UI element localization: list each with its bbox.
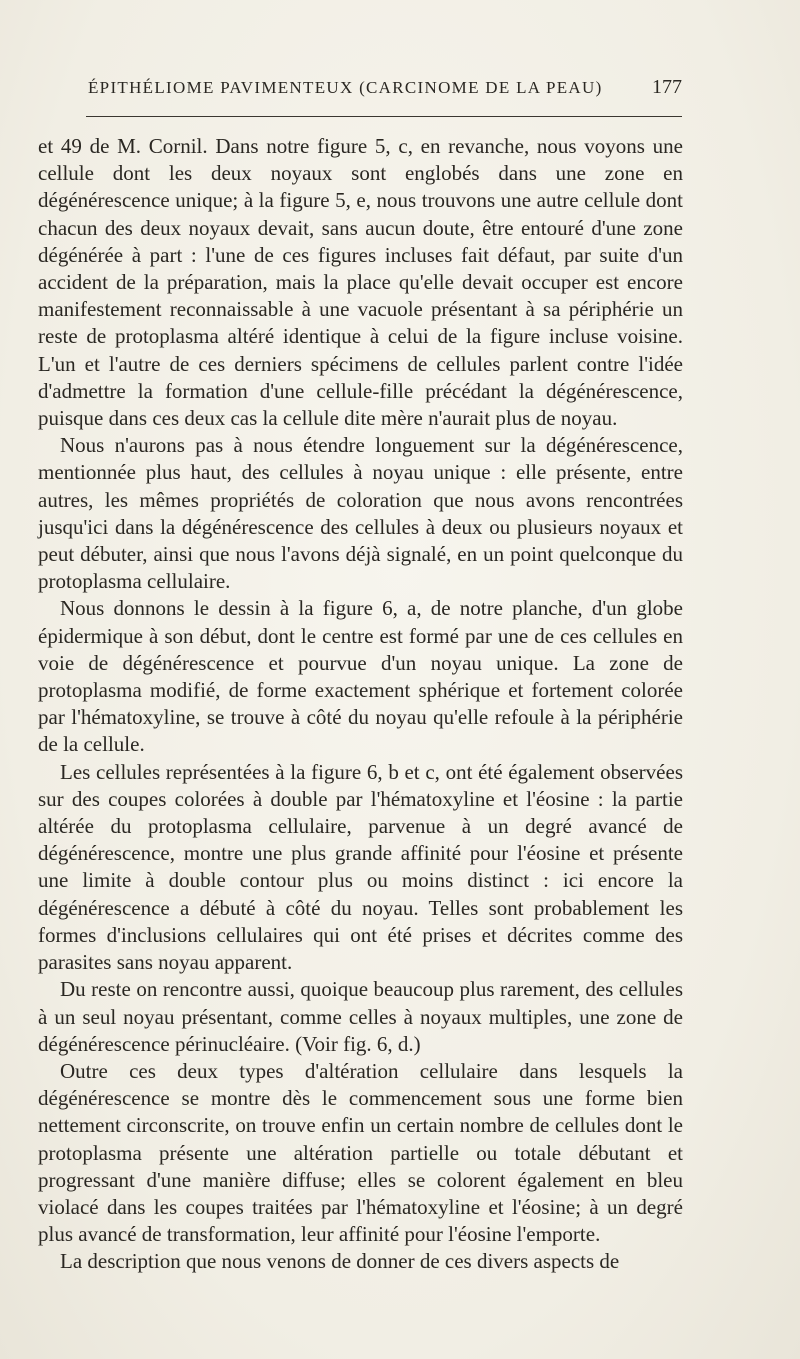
running-head [88,76,682,99]
page-number: 177 [652,76,682,98]
paragraph: Les cellules représentées à la figure 6, b et c, ont été également observées sur des coupes colorées à double par l'hématoxyline et l'éosine : la partie altérée du protoplasma cellulaire, parvenue à un degré avancé de dégénérescence, montre une plus grande affinité pour l'éosine et présente une limite à double contour plus ou moins distinct : ici encore la dégénérescence a débuté à côté du noyau. Telles sont probablement les formes d'inclusions cellulaires qui ont été prises et décrites comme des parasites sans noyau apparent. [38,759,683,975]
paragraph: Du reste on rencontre aussi, quoique beaucoup plus rarement, des cellules à un seul noyau présentant, comme celles à noyaux multiples, une zone de dégénérescence périnucléaire. (Voir fig. 6, d.) [38,977,683,1056]
paragraph: Outre ces deux types d'altération cellulaire dans lesquels la dégénérescence se montre dès le commencement sous une forme bien nettement circonscrite, on trouve enfin un certain nombre de cellules dont le protoplasma présente une altération partielle ou totale débutant et progressant d'une manière diffuse; elles se colorent également en bleu violacé dans les coupes traitées par l'hématoxyline et l'éosine; à un degré plus avancé de transformation, leur affinité pour l'éosine l'emporte. [38,1058,683,1247]
paragraph: et 49 de M. Cornil. Dans notre figure 5, c, en revanche, nous voyons une cellule dont les deux noyaux sont englobés dans une zone en dégénérescence unique; à la figure 5, e, nous trouvons une autre cellule dont chacun des deux noyaux devait, sans aucun doute, être entouré d'une zone dégénérée à part : l'une de ces figures incluses fait défaut, par suite d'un accident de la préparation, mais la place qu'elle devait occuper est encore manifestement reconnaissable à une vacuole présentant à sa périphérie un reste de protoplasma altéré identique à celui de la figure incluse voisine. L'un et l'autre de ces derniers spécimens de cellules parlent contre l'idée d'admettre la formation d'une cellule-fille précédant la dégénérescence, puisque dans ces deux cas la cellule dite mère n'aurait plus de noyau. [38,134,683,431]
header-rule [86,116,682,117]
running-head-title: ÉPITHÉLIOME PAVIMENTEUX (CARCINOME DE LA PEAU) [88,78,603,97]
paragraph: Nous donnons le dessin à la figure 6, a, de notre planche, d'un globe épidermique à son début, dont le centre est formé par une de ces cellules en voie de dégénérescence et pourvue d'un noyau unique. La zone de protoplasma modifié, de forme exactement sphérique et fortement colorée par l'hématoxyline, se trouve à côté du noyau qu'elle refoule à la périphérie de la cellule. [38,596,683,757]
paragraph: La description que nous venons de donner de ces divers aspects de [60,1249,620,1274]
paragraph: Nous n'aurons pas à nous étendre longuement sur la dégénérescence, mentionnée plus haut, des cellules à noyau unique : elle présente, entre autres, les mêmes propriétés de coloration que nous avons rencontrées jusqu'ici dans la dégénérescence des cellules à deux ou plusieurs noyaux et peut débuter, ainsi que nous l'avons déjà signalé, en un point quelconque du protoplasma cellulaire. [38,433,683,594]
body-text [38,133,683,1276]
